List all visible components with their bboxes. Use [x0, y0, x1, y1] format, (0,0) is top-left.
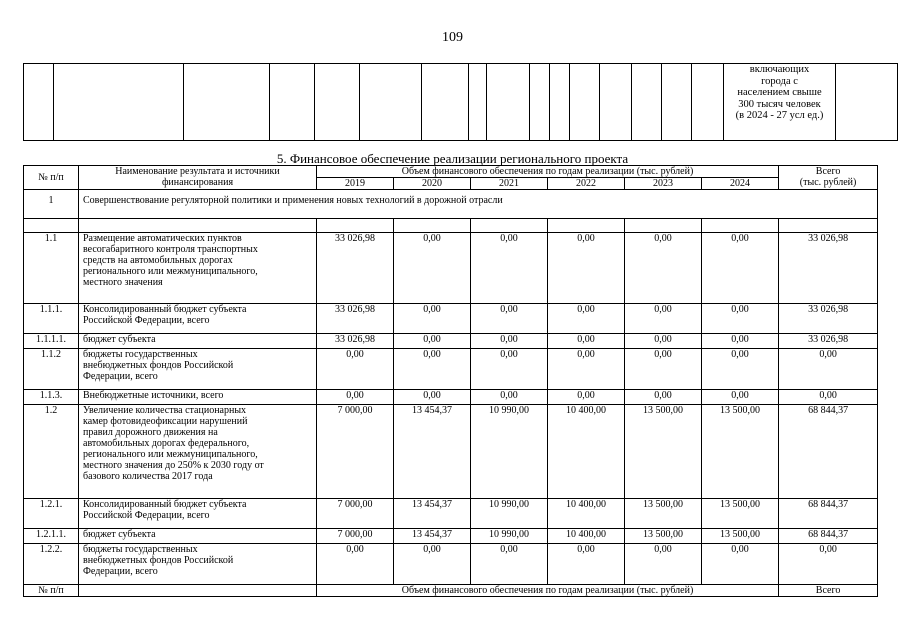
- row-name: [79, 405, 317, 499]
- row-total: 33 026,98: [779, 334, 878, 349]
- row-name-line: регионального или межмуниципального,: [83, 449, 258, 460]
- table-row: [24, 349, 878, 390]
- row-name-line: Российской Федерации, всего: [83, 315, 210, 326]
- row-name-line: автомобильных дорогах федерального,: [83, 438, 250, 449]
- row-value: 0,00: [548, 390, 625, 405]
- fragment-text-line: (в 2024 - 27 усл ед.): [735, 110, 824, 121]
- row-value: 10 990,00: [471, 405, 548, 499]
- fragment-text-line: 300 тысяч человек: [738, 98, 821, 110]
- section-name: Совершенствование регуляторной политики и применения новых технологий в дорожной отрасли: [79, 190, 878, 219]
- header-total-line: (тыс. рублей): [799, 177, 857, 188]
- row-value: 0,00: [548, 233, 625, 304]
- header-year: 2019: [317, 178, 394, 190]
- row-num: 1.1.2: [24, 349, 79, 390]
- row-value: 7 000,00: [317, 529, 394, 544]
- row-value: 0,00: [317, 349, 394, 390]
- header-year: 2021: [471, 178, 548, 190]
- table-row: [24, 304, 878, 334]
- row-total: 33 026,98: [779, 304, 878, 334]
- header-year: 2022: [548, 178, 625, 190]
- fragment-text-line: населением свыше: [737, 87, 822, 98]
- row-name: [79, 390, 317, 405]
- row-total: 0,00: [779, 390, 878, 405]
- section-num: 1: [24, 190, 79, 219]
- row-value: 0,00: [625, 233, 702, 304]
- footer-row: [24, 585, 878, 597]
- row-value: 33 026,98: [317, 304, 394, 334]
- row-total: 68 844,37: [779, 499, 878, 529]
- row-value: 0,00: [471, 334, 548, 349]
- table-row: [24, 405, 878, 499]
- row-name-line: местного значения до 250% к 2030 году от: [83, 460, 264, 471]
- table-row: [24, 544, 878, 585]
- row-name-line: камер фотовидеофиксации нарушений: [83, 416, 248, 427]
- row-value: 13 500,00: [625, 405, 702, 499]
- row-name-line: регионального или межмуниципального,: [83, 266, 258, 277]
- row-value: 0,00: [394, 349, 471, 390]
- row-value: 33 026,98: [317, 334, 394, 349]
- row-name-line: Федерации, всего: [83, 371, 158, 382]
- row-value: 0,00: [625, 304, 702, 334]
- row-value: 13 454,37: [394, 499, 471, 529]
- header-name: [79, 166, 317, 190]
- row-value: 0,00: [548, 544, 625, 585]
- row-value: 33 026,98: [317, 233, 394, 304]
- row-value: 13 500,00: [625, 499, 702, 529]
- row-value: 0,00: [702, 334, 779, 349]
- row-value: 0,00: [394, 390, 471, 405]
- row-value: 0,00: [471, 304, 548, 334]
- row-total: 33 026,98: [779, 233, 878, 304]
- row-name-line: Консолидированный бюджет субъекта: [83, 499, 247, 510]
- spacer-row: [24, 219, 878, 233]
- row-value: 0,00: [471, 233, 548, 304]
- financing-table: [23, 165, 878, 597]
- row-total: 0,00: [779, 349, 878, 390]
- footer-total: Всего: [779, 585, 878, 597]
- header-num: № п/п: [24, 166, 79, 190]
- row-value: 10 990,00: [471, 529, 548, 544]
- header-volume: Объем финансового обеспечения по годам реализации (тыс. рублей): [317, 166, 779, 178]
- row-num: 1.1.1.: [24, 304, 79, 334]
- table-row: [24, 390, 878, 405]
- row-value: 0,00: [702, 390, 779, 405]
- row-value: 0,00: [625, 544, 702, 585]
- table-row: [24, 529, 878, 544]
- row-value: 13 500,00: [702, 499, 779, 529]
- row-name-line: бюджеты государственных: [83, 544, 198, 555]
- row-name: [79, 349, 317, 390]
- row-name-line: весогабаритного контроля транспортных: [83, 244, 258, 255]
- row-name-line: Консолидированный бюджет субъекта: [83, 304, 247, 315]
- row-name-line: Размещение автоматических пунктов: [83, 233, 242, 244]
- row-value: 0,00: [702, 304, 779, 334]
- row-name-line: Увеличение количества стационарных: [83, 405, 247, 416]
- row-value: 0,00: [548, 334, 625, 349]
- row-num: 1.1: [24, 233, 79, 304]
- row-value: 10 990,00: [471, 499, 548, 529]
- header-row: [24, 166, 878, 178]
- row-value: 10 400,00: [548, 499, 625, 529]
- row-value: 7 000,00: [317, 405, 394, 499]
- row-value: 13 500,00: [702, 529, 779, 544]
- row-num: 1.2.1.1.: [24, 529, 79, 544]
- row-value: 0,00: [702, 544, 779, 585]
- header-year: 2024: [702, 178, 779, 190]
- row-value: 0,00: [317, 544, 394, 585]
- row-name-line: Федерации, всего: [83, 566, 158, 577]
- row-value: 0,00: [471, 349, 548, 390]
- header-name-line: финансирования: [161, 177, 234, 188]
- header-name-line: Наименование результата и источники: [115, 166, 280, 177]
- table-row: [24, 499, 878, 529]
- fragment-row: [24, 64, 898, 141]
- row-name-line: бюджет субъекта: [83, 529, 156, 540]
- row-name-line: бюджет субъекта: [83, 334, 156, 345]
- row-value: 0,00: [394, 233, 471, 304]
- row-num: 1.2.2.: [24, 544, 79, 585]
- row-value: 0,00: [471, 544, 548, 585]
- footer-num: № п/п: [24, 585, 79, 597]
- header-total: [779, 166, 878, 190]
- row-value: 0,00: [471, 390, 548, 405]
- row-value: 0,00: [625, 334, 702, 349]
- section-title: 5. Финансовое обеспечение реализации регионального проекта: [276, 151, 629, 166]
- row-value: 0,00: [702, 233, 779, 304]
- row-value: 0,00: [625, 349, 702, 390]
- row-name-line: бюджеты государственных: [83, 349, 198, 360]
- row-value: 0,00: [548, 349, 625, 390]
- table-row: [24, 334, 878, 349]
- row-value: 0,00: [394, 544, 471, 585]
- row-value: 13 454,37: [394, 529, 471, 544]
- fragment-text-line: города с: [761, 75, 798, 87]
- row-name-line: базового количества 2017 года: [83, 471, 213, 482]
- row-value: 13 500,00: [702, 405, 779, 499]
- row-value: 13 500,00: [625, 529, 702, 544]
- row-value: 0,00: [548, 304, 625, 334]
- row-name-line: местного значения: [83, 277, 163, 288]
- footer-volume: Объем финансового обеспечения по годам реализации (тыс. рублей): [317, 585, 779, 597]
- table-row: [24, 233, 878, 304]
- row-total: 68 844,37: [779, 405, 878, 499]
- section-row: [24, 190, 878, 219]
- row-num: 1.1.1.1.: [24, 334, 79, 349]
- fragment-text-cell: [724, 64, 836, 141]
- row-total: 0,00: [779, 544, 878, 585]
- row-value: 0,00: [317, 390, 394, 405]
- row-value: 0,00: [625, 390, 702, 405]
- row-value: 10 400,00: [548, 529, 625, 544]
- page-number: 109: [442, 30, 463, 45]
- fragment-text-line: включающих: [749, 64, 810, 75]
- row-value: 7 000,00: [317, 499, 394, 529]
- row-num: 1.2.1.: [24, 499, 79, 529]
- row-name: [79, 499, 317, 529]
- row-name-line: правил дорожного движения на: [83, 427, 218, 438]
- row-name: [79, 529, 317, 544]
- row-total: 68 844,37: [779, 529, 878, 544]
- row-name: [79, 233, 317, 304]
- row-name-line: внебюджетных фондов Российской: [83, 360, 234, 371]
- row-num: 1.1.3.: [24, 390, 79, 405]
- row-value: 10 400,00: [548, 405, 625, 499]
- header-total-line: Всего: [815, 166, 841, 177]
- row-name-line: Российской Федерации, всего: [83, 510, 210, 521]
- previous-table-fragment: [23, 63, 898, 141]
- row-value: 0,00: [394, 334, 471, 349]
- row-name-line: средств на автомобильных дорогах: [83, 255, 233, 266]
- row-num: 1.2: [24, 405, 79, 499]
- row-value: 13 454,37: [394, 405, 471, 499]
- row-name-line: Внебюджетные источники, всего: [83, 390, 224, 401]
- row-name: [79, 304, 317, 334]
- row-name-line: внебюджетных фондов Российской: [83, 555, 234, 566]
- row-name: [79, 544, 317, 585]
- header-year: 2023: [625, 178, 702, 190]
- row-value: 0,00: [394, 304, 471, 334]
- row-name: [79, 334, 317, 349]
- row-value: 0,00: [702, 349, 779, 390]
- header-year: 2020: [394, 178, 471, 190]
